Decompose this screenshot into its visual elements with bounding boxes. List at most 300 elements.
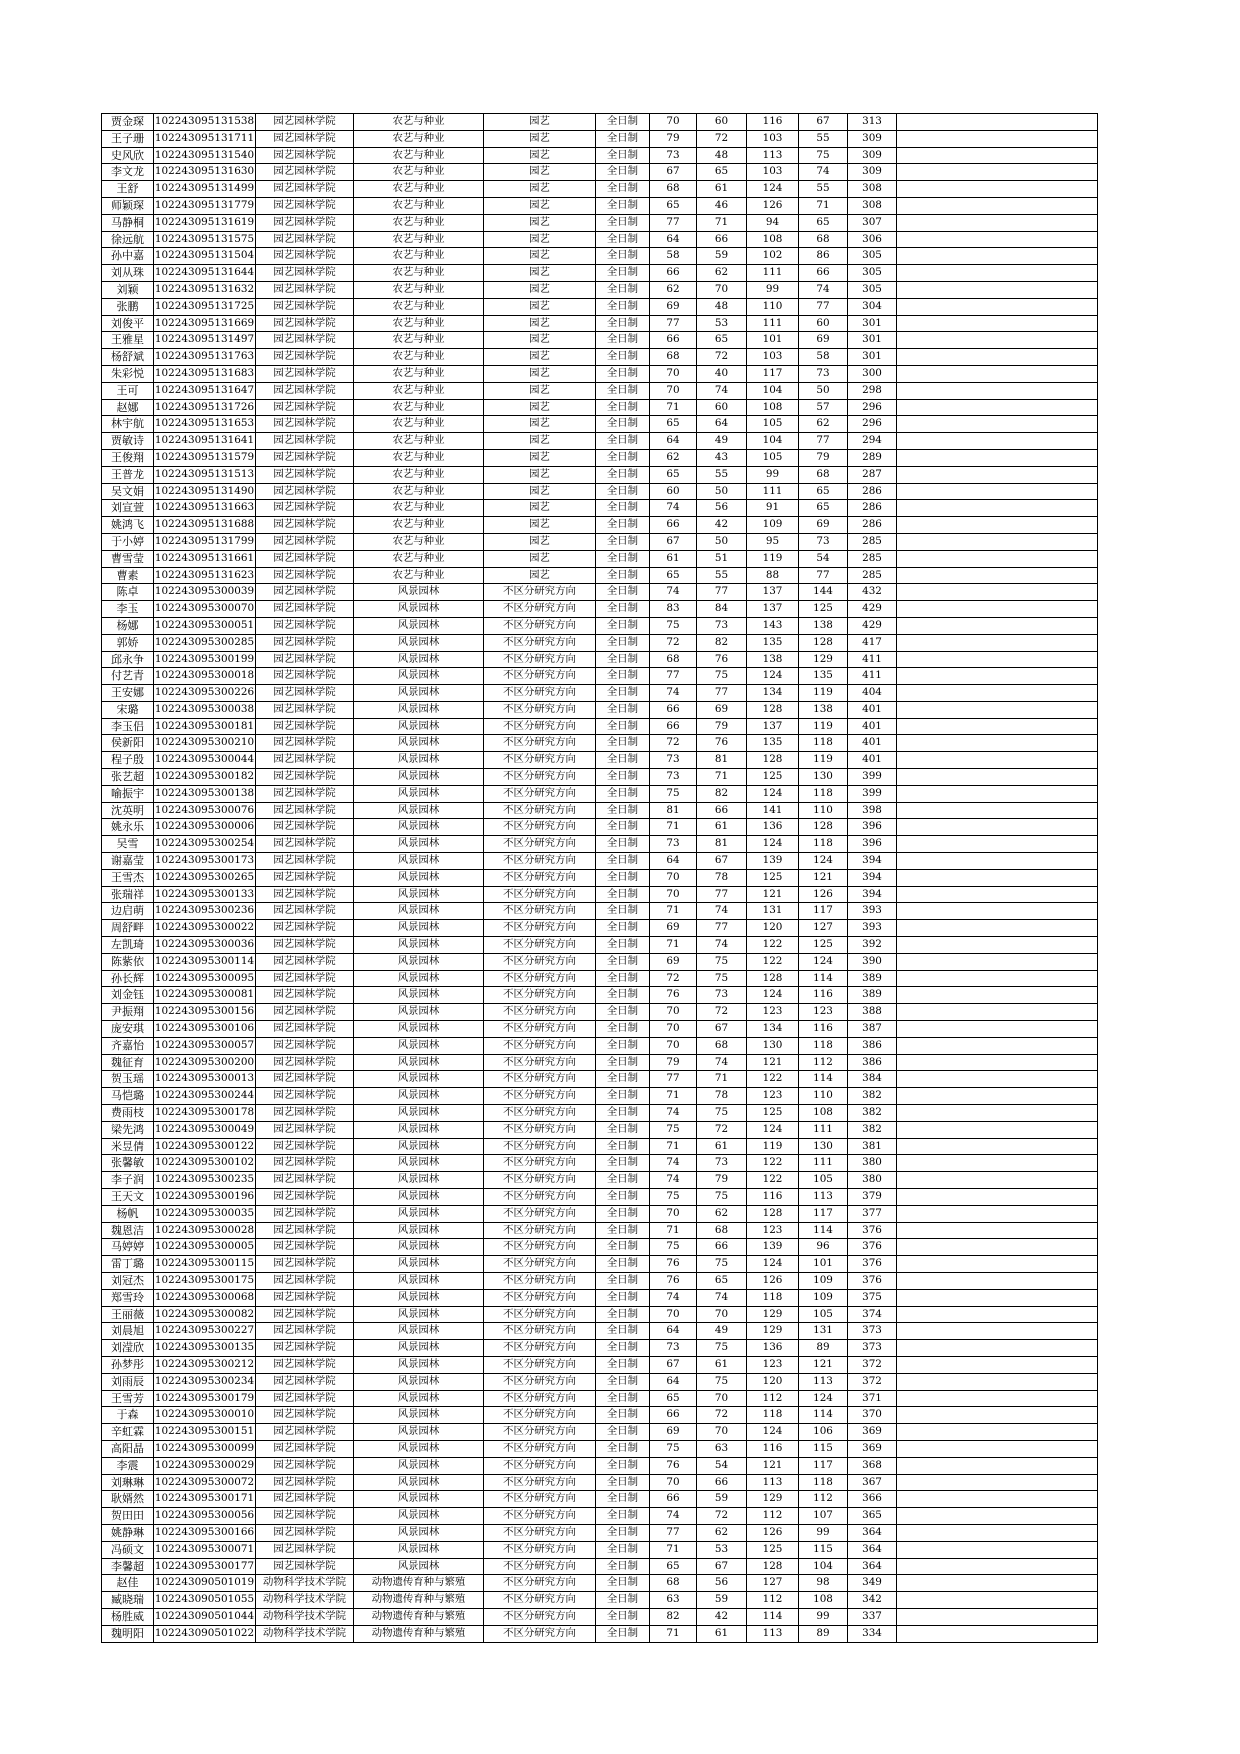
name-cell: 刘雨辰 (102, 1373, 154, 1390)
exam-id-cell: 102243095300181 (154, 718, 256, 735)
subject1-score-cell: 116 (747, 114, 799, 131)
english-score-cell: 60 (697, 399, 747, 416)
study-mode-cell: 全日制 (596, 567, 650, 584)
subject1-score-cell: 94 (747, 214, 799, 231)
study-mode-cell: 全日制 (596, 114, 650, 131)
total-score-cell: 309 (848, 147, 897, 164)
name-cell: 刘晨旭 (102, 1323, 154, 1340)
major-cell: 农艺与种业 (354, 533, 484, 550)
major-cell: 农艺与种业 (354, 399, 484, 416)
direction-cell: 园艺 (484, 449, 596, 466)
name-cell: 臧晓瑞 (102, 1592, 154, 1609)
study-mode-cell: 全日制 (596, 1306, 650, 1323)
subject2-score-cell: 50 (799, 382, 848, 399)
college-cell: 园艺园林学院 (256, 500, 354, 517)
table-row (102, 1172, 1098, 1189)
major-cell: 风景园林 (354, 651, 484, 668)
direction-cell: 不区分研究方向 (484, 685, 596, 702)
politics-score-cell: 69 (650, 920, 697, 937)
name-cell: 徐远航 (102, 231, 154, 248)
table-row (102, 382, 1098, 399)
remark-cell (897, 130, 1098, 147)
remark-cell (897, 886, 1098, 903)
english-score-cell: 72 (697, 349, 747, 366)
table-row (102, 853, 1098, 870)
exam-id-cell: 102243095300151 (154, 1424, 256, 1441)
exam-id-cell: 102243095300265 (154, 869, 256, 886)
college-cell: 园艺园林学院 (256, 231, 354, 248)
subject2-score-cell: 126 (799, 886, 848, 903)
college-cell: 园艺园林学院 (256, 1407, 354, 1424)
exam-id-cell: 102243095300138 (154, 785, 256, 802)
exam-id-cell: 102243095300039 (154, 584, 256, 601)
subject2-score-cell: 66 (799, 265, 848, 282)
study-mode-cell: 全日制 (596, 869, 650, 886)
exam-id-cell: 102243095131683 (154, 365, 256, 382)
exam-id-cell: 102243095300115 (154, 1256, 256, 1273)
direction-cell: 不区分研究方向 (484, 1592, 596, 1609)
total-score-cell: 371 (848, 1390, 897, 1407)
politics-score-cell: 70 (650, 1037, 697, 1054)
english-score-cell: 65 (697, 164, 747, 181)
college-cell: 园艺园林学院 (256, 1088, 354, 1105)
exam-id-cell: 102243095300022 (154, 920, 256, 937)
major-cell: 农艺与种业 (354, 365, 484, 382)
politics-score-cell: 70 (650, 869, 697, 886)
major-cell: 风景园林 (354, 1004, 484, 1021)
total-score-cell: 394 (848, 886, 897, 903)
remark-cell (897, 1592, 1098, 1609)
politics-score-cell: 67 (650, 533, 697, 550)
total-score-cell: 301 (848, 315, 897, 332)
college-cell: 园艺园林学院 (256, 332, 354, 349)
college-cell: 园艺园林学院 (256, 517, 354, 534)
remark-cell (897, 819, 1098, 836)
college-cell: 园艺园林学院 (256, 315, 354, 332)
direction-cell: 不区分研究方向 (484, 1373, 596, 1390)
remark-cell (897, 802, 1098, 819)
remark-cell (897, 1340, 1098, 1357)
college-cell: 园艺园林学院 (256, 1222, 354, 1239)
remark-cell (897, 1037, 1098, 1054)
major-cell: 风景园林 (354, 819, 484, 836)
politics-score-cell: 83 (650, 601, 697, 618)
direction-cell: 不区分研究方向 (484, 1155, 596, 1172)
major-cell: 农艺与种业 (354, 147, 484, 164)
english-score-cell: 71 (697, 214, 747, 231)
direction-cell: 园艺 (484, 349, 596, 366)
subject1-score-cell: 137 (747, 718, 799, 735)
subject2-score-cell: 69 (799, 332, 848, 349)
politics-score-cell: 72 (650, 634, 697, 651)
name-cell: 王安娜 (102, 685, 154, 702)
subject1-score-cell: 112 (747, 1390, 799, 1407)
remark-cell (897, 500, 1098, 517)
exam-id-cell: 102243095131497 (154, 332, 256, 349)
college-cell: 园艺园林学院 (256, 1021, 354, 1038)
english-score-cell: 46 (697, 197, 747, 214)
english-score-cell: 69 (697, 701, 747, 718)
politics-score-cell: 71 (650, 937, 697, 954)
table-row (102, 349, 1098, 366)
table-row (102, 1625, 1098, 1642)
exam-id-cell: 102243095300006 (154, 819, 256, 836)
name-cell: 师颖琛 (102, 197, 154, 214)
subject1-score-cell: 128 (747, 701, 799, 718)
subject2-score-cell: 129 (799, 651, 848, 668)
major-cell: 农艺与种业 (354, 130, 484, 147)
total-score-cell: 313 (848, 114, 897, 131)
english-score-cell: 59 (697, 248, 747, 265)
politics-score-cell: 75 (650, 1440, 697, 1457)
english-score-cell: 74 (697, 903, 747, 920)
study-mode-cell: 全日制 (596, 1575, 650, 1592)
study-mode-cell: 全日制 (596, 315, 650, 332)
subject2-score-cell: 108 (799, 1592, 848, 1609)
major-cell: 风景园林 (354, 853, 484, 870)
politics-score-cell: 75 (650, 1189, 697, 1206)
remark-cell (897, 752, 1098, 769)
subject1-score-cell: 131 (747, 903, 799, 920)
direction-cell: 园艺 (484, 197, 596, 214)
politics-score-cell: 65 (650, 1390, 697, 1407)
college-cell: 园艺园林学院 (256, 1155, 354, 1172)
name-cell: 贾金琛 (102, 114, 154, 131)
subject2-score-cell: 109 (799, 1272, 848, 1289)
study-mode-cell: 全日制 (596, 651, 650, 668)
subject1-score-cell: 138 (747, 651, 799, 668)
exam-id-cell: 102243095300049 (154, 1121, 256, 1138)
exam-id-cell: 102243095300234 (154, 1373, 256, 1390)
name-cell: 辛虹霖 (102, 1424, 154, 1441)
major-cell: 农艺与种业 (354, 550, 484, 567)
study-mode-cell: 全日制 (596, 920, 650, 937)
english-score-cell: 51 (697, 550, 747, 567)
major-cell: 农艺与种业 (354, 197, 484, 214)
name-cell: 王天文 (102, 1189, 154, 1206)
table-row (102, 281, 1098, 298)
major-cell: 风景园林 (354, 1205, 484, 1222)
study-mode-cell: 全日制 (596, 970, 650, 987)
study-mode-cell: 全日制 (596, 1407, 650, 1424)
remark-cell (897, 567, 1098, 584)
english-score-cell: 62 (697, 1205, 747, 1222)
major-cell: 风景园林 (354, 1340, 484, 1357)
remark-cell (897, 332, 1098, 349)
subject1-score-cell: 124 (747, 836, 799, 853)
english-score-cell: 70 (697, 281, 747, 298)
subject2-score-cell: 117 (799, 1457, 848, 1474)
exam-id-cell: 102243095131763 (154, 349, 256, 366)
name-cell: 尹振翔 (102, 1004, 154, 1021)
name-cell: 程子殷 (102, 752, 154, 769)
total-score-cell: 364 (848, 1541, 897, 1558)
politics-score-cell: 73 (650, 836, 697, 853)
exam-id-cell: 102243095300182 (154, 769, 256, 786)
name-cell: 马恺璐 (102, 1088, 154, 1105)
subject1-score-cell: 128 (747, 752, 799, 769)
college-cell: 园艺园林学院 (256, 466, 354, 483)
total-score-cell: 387 (848, 1021, 897, 1038)
college-cell: 园艺园林学院 (256, 1474, 354, 1491)
english-score-cell: 48 (697, 298, 747, 315)
total-score-cell: 401 (848, 735, 897, 752)
study-mode-cell: 全日制 (596, 601, 650, 618)
subject2-score-cell: 116 (799, 1021, 848, 1038)
exam-id-cell: 102243090501019 (154, 1575, 256, 1592)
college-cell: 园艺园林学院 (256, 1306, 354, 1323)
remark-cell (897, 1424, 1098, 1441)
exam-id-cell: 102243095131575 (154, 231, 256, 248)
exam-id-cell: 102243095300038 (154, 701, 256, 718)
direction-cell: 不区分研究方向 (484, 1172, 596, 1189)
exam-id-cell: 102243095300102 (154, 1155, 256, 1172)
subject2-score-cell: 105 (799, 1172, 848, 1189)
study-mode-cell: 全日制 (596, 1138, 650, 1155)
subject2-score-cell: 127 (799, 920, 848, 937)
subject2-score-cell: 135 (799, 668, 848, 685)
english-score-cell: 65 (697, 332, 747, 349)
total-score-cell: 367 (848, 1474, 897, 1491)
english-score-cell: 68 (697, 1222, 747, 1239)
study-mode-cell: 全日制 (596, 886, 650, 903)
subject2-score-cell: 68 (799, 231, 848, 248)
table-row (102, 953, 1098, 970)
name-cell: 林宇航 (102, 416, 154, 433)
english-score-cell: 71 (697, 1071, 747, 1088)
politics-score-cell: 65 (650, 1558, 697, 1575)
direction-cell: 不区分研究方向 (484, 1138, 596, 1155)
english-score-cell: 76 (697, 735, 747, 752)
exam-id-cell: 102243095300044 (154, 752, 256, 769)
subject1-score-cell: 136 (747, 1340, 799, 1357)
name-cell: 姚鸿飞 (102, 517, 154, 534)
exam-id-cell: 102243095300166 (154, 1524, 256, 1541)
subject2-score-cell: 138 (799, 617, 848, 634)
subject2-score-cell: 114 (799, 970, 848, 987)
exam-id-cell: 102243095300081 (154, 987, 256, 1004)
remark-cell (897, 1373, 1098, 1390)
major-cell: 风景园林 (354, 1390, 484, 1407)
subject1-score-cell: 116 (747, 1189, 799, 1206)
name-cell: 张鹏 (102, 298, 154, 315)
college-cell: 园艺园林学院 (256, 1457, 354, 1474)
subject1-score-cell: 108 (747, 399, 799, 416)
exam-id-cell: 102243095131641 (154, 433, 256, 450)
politics-score-cell: 66 (650, 718, 697, 735)
remark-cell (897, 1524, 1098, 1541)
exam-id-cell: 102243095300068 (154, 1289, 256, 1306)
english-score-cell: 42 (697, 517, 747, 534)
total-score-cell: 374 (848, 1306, 897, 1323)
direction-cell: 园艺 (484, 399, 596, 416)
college-cell: 园艺园林学院 (256, 1239, 354, 1256)
study-mode-cell: 全日制 (596, 701, 650, 718)
major-cell: 农艺与种业 (354, 433, 484, 450)
total-score-cell: 307 (848, 214, 897, 231)
direction-cell: 园艺 (484, 483, 596, 500)
study-mode-cell: 全日制 (596, 399, 650, 416)
subject2-score-cell: 125 (799, 937, 848, 954)
subject2-score-cell: 77 (799, 433, 848, 450)
exam-id-cell: 102243095300212 (154, 1356, 256, 1373)
subject1-score-cell: 124 (747, 1121, 799, 1138)
study-mode-cell: 全日制 (596, 181, 650, 198)
subject1-score-cell: 119 (747, 550, 799, 567)
college-cell: 园艺园林学院 (256, 1390, 354, 1407)
table-row (102, 685, 1098, 702)
politics-score-cell: 74 (650, 1105, 697, 1122)
direction-cell: 不区分研究方向 (484, 920, 596, 937)
direction-cell: 不区分研究方向 (484, 1491, 596, 1508)
subject1-score-cell: 118 (747, 1407, 799, 1424)
exam-id-cell: 102243095131647 (154, 382, 256, 399)
table-row (102, 1289, 1098, 1306)
direction-cell: 不区分研究方向 (484, 1474, 596, 1491)
english-score-cell: 73 (697, 1155, 747, 1172)
exam-id-cell: 102243095300099 (154, 1440, 256, 1457)
major-cell: 农艺与种业 (354, 349, 484, 366)
politics-score-cell: 76 (650, 1256, 697, 1273)
total-score-cell: 294 (848, 433, 897, 450)
subject2-score-cell: 121 (799, 869, 848, 886)
remark-cell (897, 701, 1098, 718)
major-cell: 风景园林 (354, 668, 484, 685)
study-mode-cell: 全日制 (596, 1071, 650, 1088)
direction-cell: 不区分研究方向 (484, 903, 596, 920)
english-score-cell: 81 (697, 836, 747, 853)
politics-score-cell: 77 (650, 1071, 697, 1088)
study-mode-cell: 全日制 (596, 500, 650, 517)
college-cell: 园艺园林学院 (256, 248, 354, 265)
subject1-score-cell: 123 (747, 1004, 799, 1021)
remark-cell (897, 617, 1098, 634)
college-cell: 园艺园林学院 (256, 1071, 354, 1088)
remark-cell (897, 147, 1098, 164)
direction-cell: 不区分研究方向 (484, 1121, 596, 1138)
major-cell: 风景园林 (354, 1054, 484, 1071)
politics-score-cell: 73 (650, 1340, 697, 1357)
major-cell: 风景园林 (354, 1105, 484, 1122)
exam-id-cell: 102243095300122 (154, 1138, 256, 1155)
remark-cell (897, 1205, 1098, 1222)
major-cell: 农艺与种业 (354, 315, 484, 332)
subject1-score-cell: 120 (747, 920, 799, 937)
major-cell: 风景园林 (354, 701, 484, 718)
name-cell: 刘俊平 (102, 315, 154, 332)
exam-id-cell: 102243095300010 (154, 1407, 256, 1424)
exam-id-cell: 102243095300114 (154, 953, 256, 970)
subject2-score-cell: 115 (799, 1440, 848, 1457)
subject2-score-cell: 131 (799, 1323, 848, 1340)
study-mode-cell: 全日制 (596, 802, 650, 819)
english-score-cell: 77 (697, 920, 747, 937)
politics-score-cell: 62 (650, 281, 697, 298)
name-cell: 冯硕文 (102, 1541, 154, 1558)
subject1-score-cell: 134 (747, 685, 799, 702)
politics-score-cell: 77 (650, 668, 697, 685)
english-score-cell: 66 (697, 231, 747, 248)
subject2-score-cell: 112 (799, 1054, 848, 1071)
major-cell: 农艺与种业 (354, 281, 484, 298)
subject2-score-cell: 121 (799, 1356, 848, 1373)
english-score-cell: 61 (697, 181, 747, 198)
study-mode-cell: 全日制 (596, 1457, 650, 1474)
table-row (102, 1592, 1098, 1609)
college-cell: 园艺园林学院 (256, 1340, 354, 1357)
politics-score-cell: 68 (650, 349, 697, 366)
table-row (102, 1373, 1098, 1390)
direction-cell: 不区分研究方向 (484, 769, 596, 786)
table-row (102, 769, 1098, 786)
total-score-cell: 375 (848, 1289, 897, 1306)
major-cell: 风景园林 (354, 987, 484, 1004)
study-mode-cell: 全日制 (596, 449, 650, 466)
total-score-cell: 365 (848, 1508, 897, 1525)
subject1-score-cell: 127 (747, 1575, 799, 1592)
exam-id-cell: 102243095300227 (154, 1323, 256, 1340)
college-cell: 园艺园林学院 (256, 197, 354, 214)
politics-score-cell: 76 (650, 1457, 697, 1474)
english-score-cell: 49 (697, 433, 747, 450)
major-cell: 风景园林 (354, 601, 484, 618)
name-cell: 王雪杰 (102, 869, 154, 886)
subject2-score-cell: 99 (799, 1524, 848, 1541)
english-score-cell: 67 (697, 1558, 747, 1575)
name-cell: 王子珊 (102, 130, 154, 147)
politics-score-cell: 68 (650, 1575, 697, 1592)
remark-cell (897, 1121, 1098, 1138)
english-score-cell: 54 (697, 1457, 747, 1474)
table-row (102, 1424, 1098, 1441)
table-row (102, 1306, 1098, 1323)
major-cell: 农艺与种业 (354, 483, 484, 500)
direction-cell: 园艺 (484, 517, 596, 534)
total-score-cell: 380 (848, 1155, 897, 1172)
politics-score-cell: 66 (650, 1407, 697, 1424)
study-mode-cell: 全日制 (596, 1356, 650, 1373)
remark-cell (897, 953, 1098, 970)
table-row (102, 298, 1098, 315)
table-row (102, 617, 1098, 634)
subject1-score-cell: 122 (747, 1155, 799, 1172)
subject1-score-cell: 112 (747, 1508, 799, 1525)
remark-cell (897, 550, 1098, 567)
remark-cell (897, 1575, 1098, 1592)
study-mode-cell: 全日制 (596, 1004, 650, 1021)
remark-cell (897, 1222, 1098, 1239)
major-cell: 风景园林 (354, 752, 484, 769)
exam-id-cell: 102243095131632 (154, 281, 256, 298)
college-cell: 园艺园林学院 (256, 265, 354, 282)
table-row (102, 1121, 1098, 1138)
college-cell: 园艺园林学院 (256, 785, 354, 802)
exam-id-cell: 102243095131779 (154, 197, 256, 214)
total-score-cell: 287 (848, 466, 897, 483)
major-cell: 风景园林 (354, 970, 484, 987)
major-cell: 风景园林 (354, 1138, 484, 1155)
total-score-cell: 300 (848, 365, 897, 382)
subject2-score-cell: 54 (799, 550, 848, 567)
total-score-cell: 394 (848, 869, 897, 886)
study-mode-cell: 全日制 (596, 903, 650, 920)
politics-score-cell: 74 (650, 685, 697, 702)
english-score-cell: 81 (697, 752, 747, 769)
table-row (102, 634, 1098, 651)
remark-cell (897, 1088, 1098, 1105)
subject1-score-cell: 135 (747, 735, 799, 752)
college-cell: 动物科学技术学院 (256, 1608, 354, 1625)
